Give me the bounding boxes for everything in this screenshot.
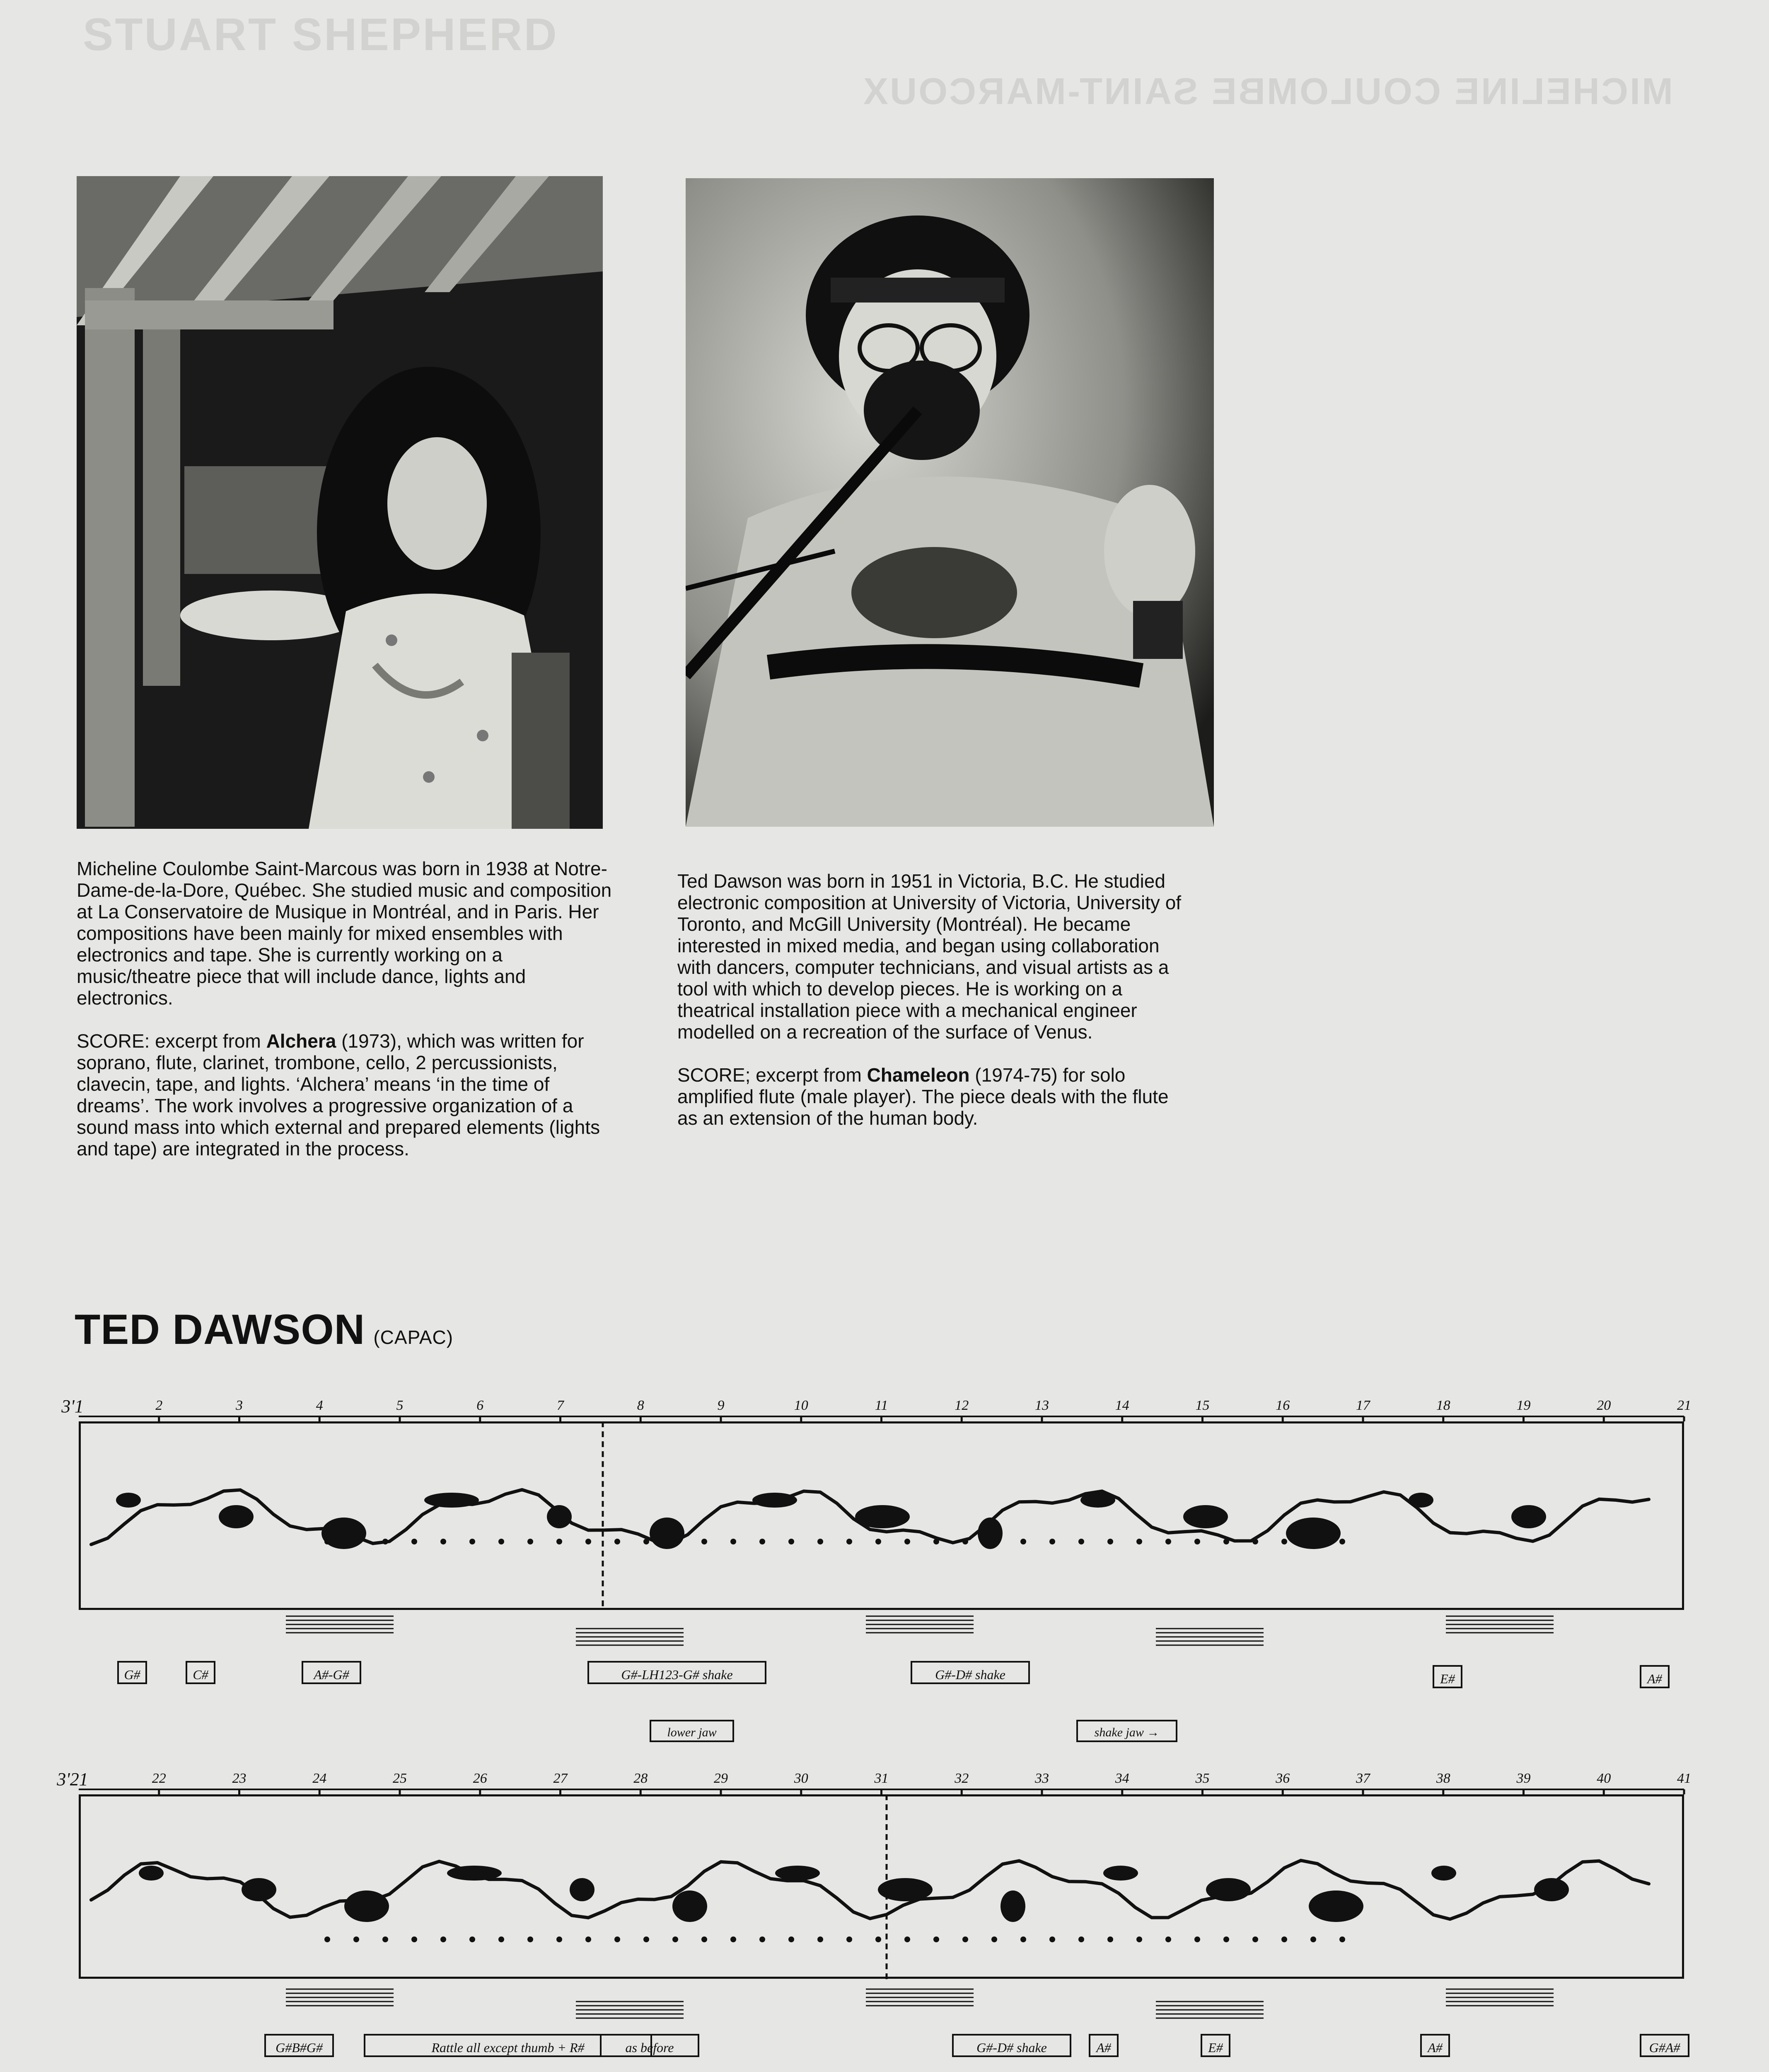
articulation-dot — [933, 1936, 939, 1942]
articulation-dot — [846, 1539, 852, 1544]
articulation-dot — [411, 1936, 417, 1942]
articulation-dot — [556, 1539, 562, 1544]
articulation-dot — [440, 1539, 446, 1544]
time-tick-label: 15 — [1195, 1398, 1210, 1413]
score-title-alchera: Alchera — [266, 1030, 336, 1052]
fingering-label: G#A# — [1649, 2040, 1680, 2055]
articulation-dot — [527, 1936, 533, 1942]
sound-blob — [242, 1878, 276, 1901]
time-tick-label: 9 — [717, 1398, 725, 1413]
fingering-label: A# — [1647, 1671, 1662, 1686]
score-title-chameleon: Chameleon — [867, 1064, 970, 1086]
sound-blob — [1103, 1866, 1138, 1881]
articulation-dot — [991, 1539, 997, 1544]
articulation-dot — [585, 1539, 591, 1544]
time-tick-label: 35 — [1195, 1771, 1210, 1786]
articulation-dot — [1107, 1539, 1113, 1544]
sound-blob — [1309, 1890, 1363, 1922]
sound-blob — [139, 1866, 164, 1881]
articulation-dot — [759, 1936, 765, 1942]
sound-blob — [650, 1518, 684, 1549]
time-tick-label: 32 — [955, 1771, 969, 1786]
articulation-dot — [904, 1936, 910, 1942]
sound-blob — [116, 1493, 141, 1508]
sound-blob — [570, 1878, 594, 1901]
time-tick-label: 12 — [955, 1398, 969, 1413]
sound-blob — [344, 1890, 389, 1922]
articulation-dot — [614, 1936, 620, 1942]
time-tick-label: 17 — [1356, 1398, 1370, 1413]
articulation-dot — [1281, 1539, 1287, 1544]
fingering-label: E# — [1440, 1671, 1455, 1686]
articulation-dot — [382, 1539, 388, 1544]
sound-blob — [1409, 1493, 1433, 1508]
time-tick-label: 10 — [794, 1398, 808, 1413]
articulation-dot — [1078, 1539, 1084, 1544]
sound-blob — [752, 1493, 797, 1508]
fingering-label: G#-LH123-G# shake — [621, 1667, 733, 1682]
time-tick-label: 31 — [874, 1771, 889, 1786]
articulation-dot — [701, 1539, 707, 1544]
time-tick-label: 22 — [152, 1771, 166, 1786]
time-tick-label: 19 — [1516, 1398, 1531, 1413]
bio-micheline-paragraph-1: Micheline Coulombe Saint-Marcous was born in 1938 at Notre-Dame-de-la-Dore, Québec. She studied music and composition at La Conservatoire de Musique in Montréal, and in Paris. Her compositions have been mainly for mixed ensembles with electronics and tape. She is currently working on a music/theatre piece that will include dance, lights and electronics. — [77, 858, 612, 1009]
score-intro-text: SCORE; excerpt from — [677, 1064, 867, 1086]
articulation-dot — [411, 1539, 417, 1544]
time-tick-label: 20 — [1597, 1398, 1611, 1413]
instruction-label: shake jaw → — [1094, 1726, 1160, 1739]
articulation-dot — [1194, 1936, 1200, 1942]
score-description-text: (1973), which was written for soprano, flute, clarinet, trombone, cello, 2 percussionists, clavecin, tape, and lights. ‘Alchera’ means ‘in the time of dreams’. The work involves a progressive organization of a sound mass into which external and prepared elements (lights and tape) are integrated in the process. — [77, 1030, 600, 1159]
fingering-label: G# — [124, 1667, 140, 1682]
bio-ted-paragraph-1: Ted Dawson was born in 1951 in Victoria, B.C. He studied electronic composition at University of Victoria, University of Toronto, and McGill University (Montréal). He became interested in mixed media, and began using collaboration with dancers, computer technicians, and visual artists as a tool with which to develop pieces. He is working on a theatrical installation piece with a mechanical engineer modelled on a recreation of the surface of Venus. — [677, 870, 1182, 1043]
sound-contour — [91, 1861, 1649, 1920]
composer-affiliation: (CAPAC) — [373, 1326, 454, 1348]
fingering-label: E# — [1208, 2040, 1223, 2055]
fingering-label: C# — [193, 1667, 208, 1682]
articulation-dot — [1339, 1539, 1345, 1544]
time-tick-label: 33 — [1035, 1771, 1049, 1786]
time-tick-label: 34 — [1115, 1771, 1129, 1786]
time-tick-label: 27 — [553, 1771, 568, 1786]
sound-blob — [1183, 1505, 1228, 1528]
articulation-dot — [556, 1936, 562, 1942]
fingering-label: Rattle all except thumb + R# — [431, 2040, 585, 2055]
articulation-dot — [643, 1936, 649, 1942]
sound-blob — [447, 1866, 502, 1881]
articulation-dot — [498, 1539, 504, 1544]
sound-blob — [978, 1518, 1003, 1549]
articulation-dot — [672, 1539, 678, 1544]
articulation-dot — [817, 1936, 823, 1942]
sound-blob — [672, 1890, 707, 1922]
fingering-label: A# — [1428, 2040, 1443, 2055]
articulation-dot — [1165, 1539, 1171, 1544]
fingering-label: A#-G# — [314, 1667, 349, 1682]
time-tick-label: 3 — [236, 1398, 243, 1413]
time-tick-label: 26 — [473, 1771, 487, 1786]
time-tick-label: 29 — [714, 1771, 728, 1786]
articulation-dot — [1310, 1539, 1316, 1544]
sound-blob — [547, 1505, 572, 1528]
articulation-dot — [1020, 1539, 1026, 1544]
fingering-label: G#-D# shake — [976, 2040, 1047, 2055]
articulation-dot — [933, 1539, 939, 1544]
articulation-dot — [353, 1936, 359, 1942]
sound-blob — [1001, 1890, 1025, 1922]
articulation-dot — [353, 1539, 359, 1544]
time-tick-label: 21 — [1677, 1398, 1691, 1413]
time-tick-label: 16 — [1276, 1398, 1290, 1413]
sound-blob — [1080, 1493, 1115, 1508]
time-tick-label: 30 — [794, 1771, 808, 1786]
system-start-time: 3'1 — [61, 1396, 84, 1416]
sound-blob — [424, 1493, 479, 1508]
articulation-dot — [498, 1936, 504, 1942]
ghost-title-right: MICHELINE COULOMBE SAINT-MARCOUX — [862, 71, 1673, 112]
articulation-dot — [1223, 1539, 1229, 1544]
time-tick-label: 18 — [1436, 1398, 1450, 1413]
articulation-dot — [1049, 1539, 1055, 1544]
fingering-label: A# — [1096, 2040, 1111, 2055]
time-tick-label: 28 — [633, 1771, 648, 1786]
score-description-text: (1974-75) for solo amplified flute (male player). The piece deals with the flute as an extension of the human body. — [677, 1064, 1169, 1129]
time-tick-label: 7 — [557, 1398, 564, 1413]
articulation-dot — [643, 1539, 649, 1544]
articulation-dot — [585, 1936, 591, 1942]
time-tick-label: 40 — [1597, 1771, 1611, 1786]
system-start-time: 3'21 — [57, 1769, 88, 1789]
articulation-dot — [1310, 1936, 1316, 1942]
time-tick-label: 4 — [316, 1398, 323, 1413]
time-tick-label: 23 — [232, 1771, 247, 1786]
articulation-dot — [382, 1936, 388, 1942]
articulation-dot — [759, 1539, 765, 1544]
time-tick-label: 13 — [1035, 1398, 1049, 1413]
time-tick-label: 2 — [155, 1398, 163, 1413]
time-tick-label: 5 — [396, 1398, 404, 1413]
articulation-dot — [527, 1539, 533, 1544]
articulation-dot — [875, 1539, 881, 1544]
sound-blob — [219, 1505, 254, 1528]
articulation-dot — [1223, 1936, 1229, 1942]
articulation-dot — [1252, 1539, 1258, 1544]
articulation-dot — [788, 1936, 794, 1942]
time-tick-label: 25 — [393, 1771, 407, 1786]
articulation-dot — [904, 1539, 910, 1544]
time-tick-label: 41 — [1677, 1771, 1691, 1786]
articulation-dot — [962, 1539, 968, 1544]
articulation-dot — [469, 1539, 475, 1544]
time-tick-label: 8 — [637, 1398, 644, 1413]
instruction-label: lower jaw — [667, 1726, 717, 1739]
time-tick-label: 37 — [1356, 1771, 1370, 1786]
articulation-dot — [991, 1936, 997, 1942]
sound-blob — [775, 1866, 820, 1881]
time-tick-label: 38 — [1436, 1771, 1450, 1786]
articulation-dot — [1165, 1936, 1171, 1942]
articulation-dot — [1281, 1936, 1287, 1942]
articulation-dot — [324, 1539, 330, 1544]
articulation-dot — [817, 1539, 823, 1544]
fingering-label: G#B#G# — [276, 2040, 323, 2055]
sound-blob — [1511, 1505, 1546, 1528]
articulation-dot — [730, 1936, 736, 1942]
sound-blob — [1431, 1866, 1456, 1881]
time-tick-label: 14 — [1115, 1398, 1129, 1413]
articulation-dot — [962, 1936, 968, 1942]
sound-blob — [1534, 1878, 1569, 1901]
articulation-dot — [875, 1936, 881, 1942]
ghost-title-left: STUART SHEPHERD — [83, 9, 558, 60]
sound-blob — [855, 1505, 910, 1528]
articulation-dot — [1107, 1936, 1113, 1942]
articulation-dot — [1078, 1936, 1084, 1942]
articulation-dot — [324, 1936, 330, 1942]
fingering-label: G#-D# shake — [935, 1667, 1005, 1682]
time-tick-label: 36 — [1276, 1771, 1290, 1786]
fingering-label: as before — [625, 2040, 674, 2055]
articulation-dot — [1020, 1936, 1026, 1942]
sound-blob — [878, 1878, 933, 1901]
articulation-dot — [469, 1936, 475, 1942]
articulation-dot — [701, 1936, 707, 1942]
articulation-dot — [1049, 1936, 1055, 1942]
articulation-dot — [1252, 1936, 1258, 1942]
time-tick-label: 11 — [875, 1398, 888, 1413]
articulation-dot — [1136, 1936, 1142, 1942]
sound-blob — [1206, 1878, 1251, 1901]
articulation-dot — [1136, 1539, 1142, 1544]
articulation-dot — [1194, 1539, 1200, 1544]
score-intro-text: SCORE: excerpt from — [77, 1030, 266, 1052]
articulation-dot — [440, 1936, 446, 1942]
time-tick-label: 24 — [312, 1771, 327, 1786]
articulation-dot — [788, 1539, 794, 1544]
articulation-dot — [614, 1539, 620, 1544]
articulation-dot — [672, 1936, 678, 1942]
time-tick-label: 39 — [1516, 1771, 1531, 1786]
articulation-dot — [846, 1936, 852, 1942]
articulation-dot — [730, 1539, 736, 1544]
time-tick-label: 6 — [476, 1398, 484, 1413]
articulation-dot — [1339, 1936, 1345, 1942]
composer-name: TED DAWSON — [75, 1306, 365, 1353]
